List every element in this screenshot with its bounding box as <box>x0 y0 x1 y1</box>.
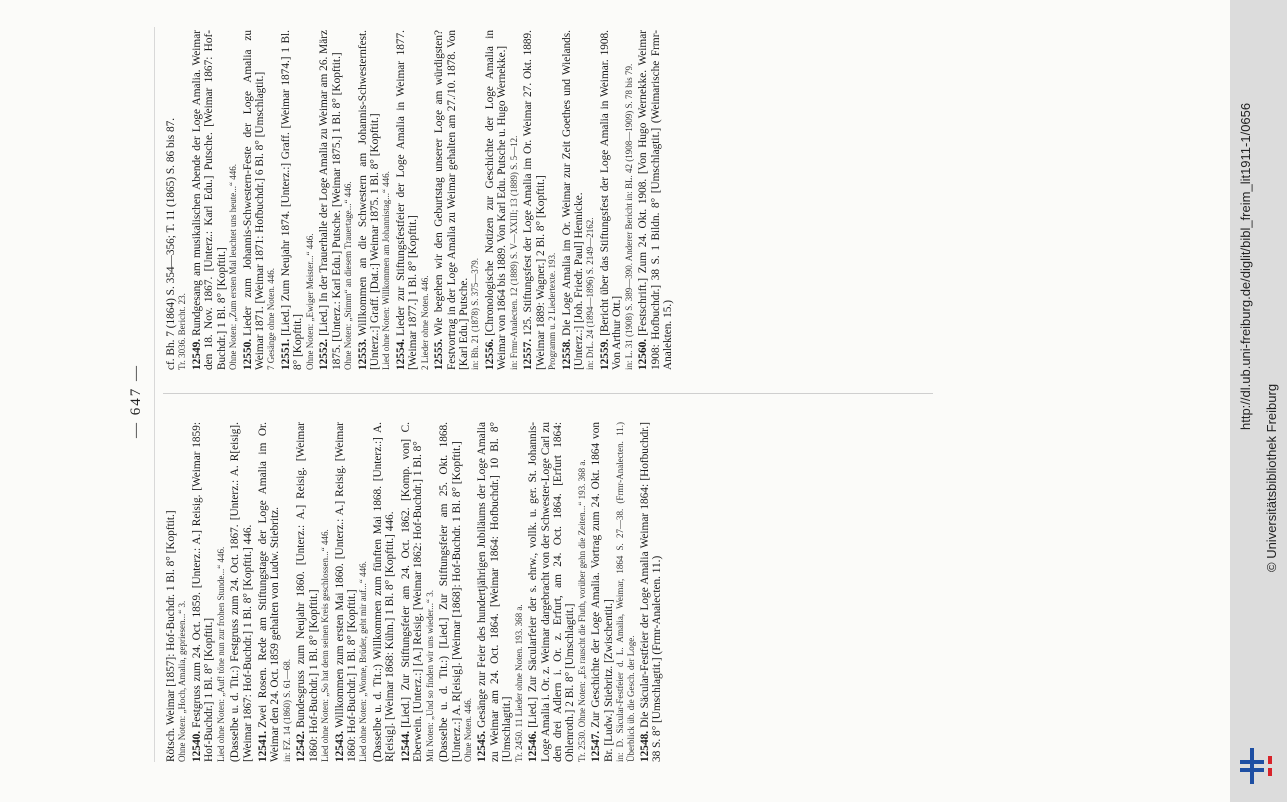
entry-number: 12553. <box>356 338 369 370</box>
entry-note: Tr. 2450. 11 Lieder ohne Noten. 193. 368 a. <box>513 604 524 762</box>
entry-note: in: DrL. 24 (1894—1896) S. 2149—2162. <box>585 217 596 370</box>
bibliography-entry <box>334 422 369 762</box>
entry-note: in: L. 31 (1908) S. 389—390. Anderer Bericht in: BL. 42 (1908—1909) S. 78 bis 79. <box>623 63 634 370</box>
bibliography-entry <box>280 30 315 370</box>
entry-note: Lied ohne Noten: „So hat denn seinen Kreis geschlossen...“ 446. <box>320 529 331 762</box>
entry-text: Die Loge Amalia im Or. Weimar zur Zeit Goethes und Wielands. [Unterz.:] [Joh. Friedr. Paul] Hennicke. <box>560 30 585 370</box>
entry-note: Programm u. 2 Liedertexte. 193. <box>547 252 558 370</box>
bibliography-entry <box>476 422 524 762</box>
entry-text: [Lied.] Zur Stiftungsfeier am 24. Oct. 1862. [Komp. von] C. Eberwein. [Unterz.:] [A.] Reisig. [Weimar 1862: Hof-Buchdr.] 1 Bl. 8° <box>399 422 425 762</box>
entry-number: 12559. <box>598 338 611 370</box>
page-number: — 647 — <box>128 364 144 438</box>
entry-text: Lieder zur Stiftungsfestfeier der Loge Amalia in Weimar 1877. [Weimar 1877.] 1 Bl. 8° [Kopftit.] <box>394 30 420 370</box>
bibliography-entry <box>257 422 292 762</box>
entry-text: (Dasselbe u. d. Tit.:) Festgruss zum 24. Oct. 1867. [Unterz.: A. R[eisig]. [Weimar 1867: Hof-Buchdr.] 1 Bl. 8° [Kopftit.] 446. <box>229 422 254 762</box>
entry-note: in: Bh. 21 (1878) S. 375—379. <box>470 257 481 370</box>
bibliography-entry <box>372 422 397 762</box>
entry-text: Zur Geschichte der Loge Amalia. Vortrag zum 24. Okt. 1864 von Br. [Ludw.] Stiebritz. [Zwischentit.] <box>590 422 615 762</box>
bibliography-entry <box>639 422 664 762</box>
entry-text: [Lied.] Zum Neujahr 1874. [Unterz.:] Graff. [Weimar 1874.] 1 Bl. 8° [Kopftit.] <box>279 30 305 370</box>
bibliography-entry <box>400 422 435 762</box>
bibliography-entry <box>357 30 392 370</box>
left-column <box>165 422 667 762</box>
right-column <box>165 30 677 370</box>
entry-number: 12556. <box>483 338 496 370</box>
entry-text: Rötsch. Weimar [1857]: Hof-Buchdr. 1 Bl. 8° [Kopftit.] <box>165 510 177 762</box>
library-logo-icon <box>1238 746 1282 786</box>
entry-note: Tr. 2530. Ohne Noten: „Es rauscht die Fluth, vorüber gehn die Zeiten...“ 193. 368 a. <box>576 459 587 762</box>
entry-text: Bundesgruss zum Neujahr 1860. [Unterz.: A.] Reisig. [Weimar 1860: Hof-Buchdr.] 1 Bl. 8° [Kopftit.] <box>295 422 320 762</box>
entry-text: Willkommen zum ersten Mai 1860. [Unterz.: A.] Reisig. [Weimar 1860: Hof-Buchdr.] 1 Bl. 8° [Kopftit.] <box>333 422 359 762</box>
source-url[interactable]: http://dl.ub.uni-freiburg.de/diglit/bibl_freim_lit1911-1/0656 <box>1238 102 1253 430</box>
entry-note: Lied ohne Noten: „Auf! töne nun zur frohen Stunde...“ 446. <box>215 546 226 762</box>
entry-text: Gesänge zur Feier des hundertjährigen Jubiläums der Loge Amalia zu Weimar am 24. Oct. 1864. [Weimar 1864: Hofbuchdr.] 10 Bl. 8° [Umschlagtit.] <box>476 422 514 762</box>
entry-text: Rundgesang am musikalischen Abende der Loge Amalia. Weimar den 18. Nov. 1867. [Unterz.: Karl Edu.] Putsche. [Weimar 1867: Hof-Buchdr.] 1 Bl. 8° [Kopftit.] <box>190 30 228 370</box>
entry-number: 12546. <box>527 730 540 762</box>
entry-note: in: FZ. 14 (1860) S. 61—68. <box>281 658 292 762</box>
column-divider <box>163 393 933 394</box>
header-rule <box>154 27 155 762</box>
entry-note: 2 Lieder ohne Noten. 446. <box>419 275 430 370</box>
bibliography-entry <box>637 30 674 370</box>
entry-number: 12542. <box>295 730 308 762</box>
entry-note: Ohne Noten: „Stimm“ an diesem Trauertage...“ 446. <box>343 181 354 370</box>
entry-text: [Festschrift.] Zum 24. Okt. 1908. [Von Hugo Wernekke. Weimar 1908: Hofbuchdr.] 38 S. 1 Bildn. 8° [Umschlagtit.] (Weimarische Frmr-Analekten. 15.) <box>637 30 674 370</box>
entry-note: Ohne Noten: „Hoch, Amalia, gepriesen...“ 3. <box>177 600 188 762</box>
entry-number: 12540. <box>190 730 203 762</box>
entry-note: Ohne Noten: „Ewiger Meister...“ 446. <box>304 233 315 370</box>
entry-number: 12551. <box>279 338 292 370</box>
entry-number: 12544. <box>399 730 412 762</box>
bibliography-entry <box>484 30 519 370</box>
bibliography-entry <box>191 422 226 762</box>
bibliography-entry <box>395 30 430 370</box>
entry-note: Lied ohne Noten: Willkommen am Johannistag...“ 446. <box>381 171 392 370</box>
entry-number: 12548. <box>639 730 652 762</box>
entry-text: Festgruss zum 24. Oct. 1859. [Unterz.: A.] Reisig. [Weimar 1859: Hof-Buchdr.] 1 Bl. 8° [Kopftit.] <box>190 422 216 762</box>
entry-number: 12554. <box>394 338 407 370</box>
entry-note: Ohne Noten: „Zum ersten Mal leuchtet uns heute...“ 446. <box>228 164 239 370</box>
entry-note: Lied ohne Noten: „Wonne, Brüder, geht mir auf...“ 446. <box>358 561 369 762</box>
bibliography-entry <box>229 422 254 762</box>
bibliography-entry <box>527 422 587 762</box>
bibliography-entry <box>433 30 481 370</box>
bibliography-entry <box>522 30 557 370</box>
bibliography-entry <box>295 422 330 762</box>
entry-number: 12545. <box>476 730 489 762</box>
entry-text: [Lied.] Zur Säcularfeier der s. ehrw., vollk. u. ger. St. Johannis-Loge Amalia i. Or. z. Weimar dargebracht von der Schwester-Loge Carl zu den drei Adlern i. Or. z. Erfurt, am 24. Oct. 1864. [Erfurt 1864: Ohlenroth.] 2 Bl. 8° [Umschlagtit.] <box>527 422 577 762</box>
entry-text: cf. Bh. 7 (1864) S. 354—356; T. 11 (1865) S. 86 bis 87. <box>165 117 177 370</box>
entry-number: 12557. <box>522 338 535 370</box>
entry-text: Wie begehen wir den Geburtstag unserer Loge am würdigsten? Festvortrag in der Loge Amalia zu Weimar gehalten am 27./10. 1878. Von [Karl Edu.] Putsche. <box>433 30 470 370</box>
bibliography-entry <box>165 30 188 370</box>
bibliography-entry <box>242 30 277 370</box>
entry-text: (Dasselbe u. d. Tit.:) Willkommen zum fünften Mai 1868. [Unterz.:] A. R[eisig]. [Weimar 1868: Kühn.] 1 Bl. 8° [Kopftit.] 446. <box>371 422 397 762</box>
entry-text: Zwei Rosen. Rede am Stiftungstage der Loge Amalia im Or. Weimar den 24. Oct. 1859 gehalten von Ludw. Stiebritz. <box>257 422 282 762</box>
entry-text: [Lied.] In der Trauerhalle der Loge Amalia zu Weimar am 26. März 1875. [Unterz.: Karl Edu.] Putsche. [Weimar 1875.] 1 Bl. 8° [Kopftit.] <box>318 30 343 370</box>
entry-text: (Dasselbe u. d. Tit.:) [Lied.] Zur Stiftungsfeier am 25. Okt. 1868. [Unterz.:] A. R[eisig]. [Weimar [1868]: Hof-Buchdr. 1 Bl. 8° [Kopftit.] <box>438 422 463 762</box>
entry-note: Ohne Noten. 446. <box>462 698 473 762</box>
bibliography-entry <box>438 422 473 762</box>
bibliography-entry <box>599 30 634 370</box>
entry-number: 12552. <box>318 338 331 370</box>
entry-note: Tr. 3036. Bericht. 23. <box>177 293 188 370</box>
entry-text: Lieder zum Johannis-Schwestern-Feste der Loge Amalia zu Weimar 1871. [Weimar 1871: Hofbuchdr.] 6 Bl. 8° [Umschlagtit.] <box>241 30 267 370</box>
bibliography-entry <box>191 30 239 370</box>
entry-number: 12560. <box>637 338 650 370</box>
entry-number: 12549. <box>190 338 203 370</box>
bibliography-entry <box>561 30 596 370</box>
entry-note: in: Frmr-Analecten. 12 (1889) S. V—XXIII; 13 (1889) S. 5—12. <box>508 135 519 370</box>
entry-text: Die Säcular-Festfeier der Loge Amalia Weimar 1864: [Hofbuchdr.] 38 S. 8° [Umschlagtit.] (Frmr-Analecten. 11.) <box>639 422 664 762</box>
entry-note: in: D. Säcular-Festfeier d. L. Amalia, Weimar, 1864 S. 27—38. (Frmr-Analecten. 11.) Überblick üb. die Gesch. der Loge. <box>615 422 636 762</box>
bibliography-entry <box>318 30 353 370</box>
entry-text: 125. Stiftungsfest der Loge Amalia im Or. Weimar 27. Okt. 1889. [Weimar 1889: Wagner.] 2 Bl. 8° [Kopftit.] <box>522 30 547 370</box>
entry-text: [Bericht über das Stiftungsfest der Loge Amalia in Weimar. 1908. Von Arthur Ott.] <box>598 30 624 370</box>
entry-note: Mit Noten: „Und so finden wir uns wieder...“ 3. <box>424 590 435 762</box>
entry-number: 12550. <box>241 338 254 370</box>
entry-text: [Chronologische Notizen zur Geschichte der Loge Amalia in Weimar von 1864 bis 1889. Von Karl Edu. Putsche u. Hugo Wernekke.] <box>483 30 509 370</box>
entry-number: 12543. <box>333 730 346 762</box>
copyright-notice: © Universitätsbibliothek Freiburg <box>1264 383 1279 572</box>
bibliography-entry <box>590 422 636 762</box>
entry-note: 7 Gesänge ohne Noten. 446. <box>266 268 277 370</box>
bibliography-entry <box>165 422 188 762</box>
entry-number: 12555. <box>433 338 446 370</box>
entry-number: 12558. <box>560 338 573 370</box>
entry-number: 12547. <box>590 730 603 762</box>
entry-text: Willkommen an die Schwestern am Johannis-Schwesternfest. [Unterz.:] Graff. [Dat.:] Weimar 1875. 1 Bl. 8° [Kopftit.] <box>356 30 381 370</box>
entry-number: 12541. <box>257 730 270 762</box>
